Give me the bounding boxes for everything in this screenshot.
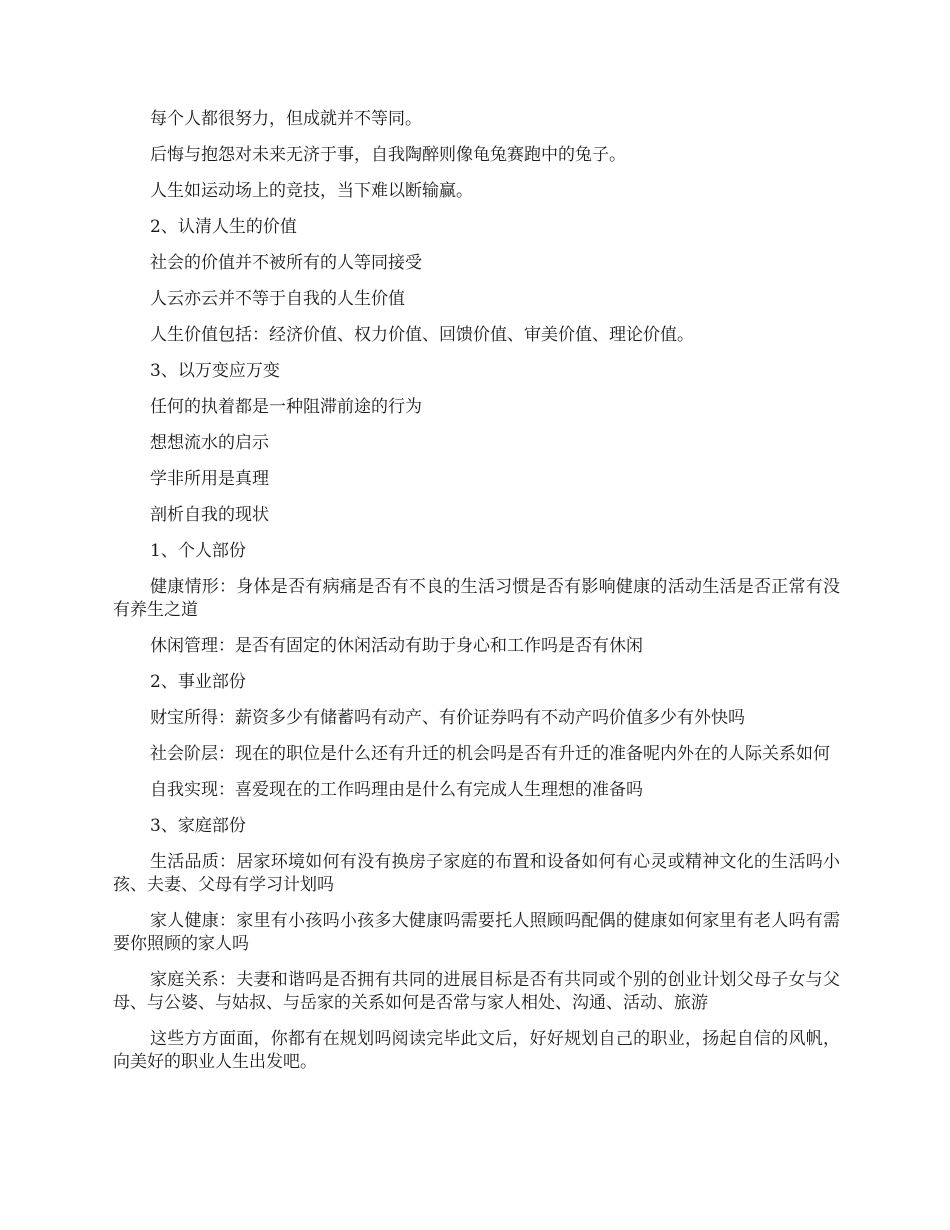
paragraph-1: 每个人都很努力，但成就并不等同。 <box>150 109 422 129</box>
paragraph-12: 剖析自我的现状 <box>150 505 269 525</box>
paragraph-7: 人生价值包括：经济价值、权力价值、回馈价值、审美价值、理论价值。 <box>150 325 694 345</box>
paragraph-11: 学非所用是真理 <box>150 469 269 489</box>
section-heading-2: 2、认清人生的价值 <box>150 217 297 237</box>
section-heading-family: 3、家庭部份 <box>150 816 246 836</box>
paragraph-self-realization: 自我实现：喜爱现在的工作吗理由是什么有完成人生理想的准备吗 <box>150 780 643 800</box>
paragraph-leisure: 休闲管理：是否有固定的休闲活动有助于身心和工作吗是否有休闲 <box>150 636 643 656</box>
paragraph-health: 健康情形：身体是否有病痛是否有不良的生活习惯是否有影响健康的活动生活是否正常有没有养生之道 <box>113 577 840 620</box>
section-heading-personal: 1、个人部份 <box>150 541 246 561</box>
paragraph-9: 任何的执着都是一种阻滞前途的行为 <box>150 397 422 417</box>
section-heading-career: 2、事业部份 <box>150 672 246 692</box>
paragraph-family-health: 家人健康：家里有小孩吗小孩多大健康吗需要托人照顾吗配偶的健康如何家里有老人吗有需要你照顾的家人吗 <box>113 911 840 954</box>
paragraph-5: 社会的价值并不被所有的人等同接受 <box>150 253 422 273</box>
paragraph-10: 想想流水的启示 <box>150 433 269 453</box>
paragraph-3: 人生如运动场上的竞技，当下难以断输赢。 <box>150 181 473 201</box>
section-heading-3: 3、以万变应万变 <box>150 361 280 381</box>
paragraph-life-quality: 生活品质：居家环境如何有没有换房子家庭的布置和设备如何有心灵或精神文化的生活吗小孩、夫妻、父母有学习计划吗 <box>113 852 840 895</box>
paragraph-conclusion: 这些方方面面，你都有在规划吗阅读完毕此文后，好好规划自己的职业，扬起自信的风帆，向美好的职业人生出发吧。 <box>113 1029 840 1072</box>
paragraph-wealth: 财宝所得：薪资多少有储蓄吗有动产、有价证券吗有不动产吗价值多少有外快吗 <box>150 708 745 728</box>
paragraph-2: 后悔与抱怨对未来无济于事，自我陶醉则像龟兔赛跑中的兔子。 <box>150 145 626 165</box>
paragraph-family-relations: 家庭关系：夫妻和谐吗是否拥有共同的进展目标是否有共同或个别的创业计划父母子女与父母、与公婆、与姑叔、与岳家的关系如何是否常与家人相处、沟通、活动、旅游 <box>113 970 840 1013</box>
document-body <box>113 108 840 1074</box>
paragraph-6: 人云亦云并不等于自我的人生价值 <box>150 289 405 309</box>
paragraph-social-class: 社会阶层：现在的职位是什么还有升迁的机会吗是否有升迁的准备呢内外在的人际关系如何 <box>150 744 830 764</box>
